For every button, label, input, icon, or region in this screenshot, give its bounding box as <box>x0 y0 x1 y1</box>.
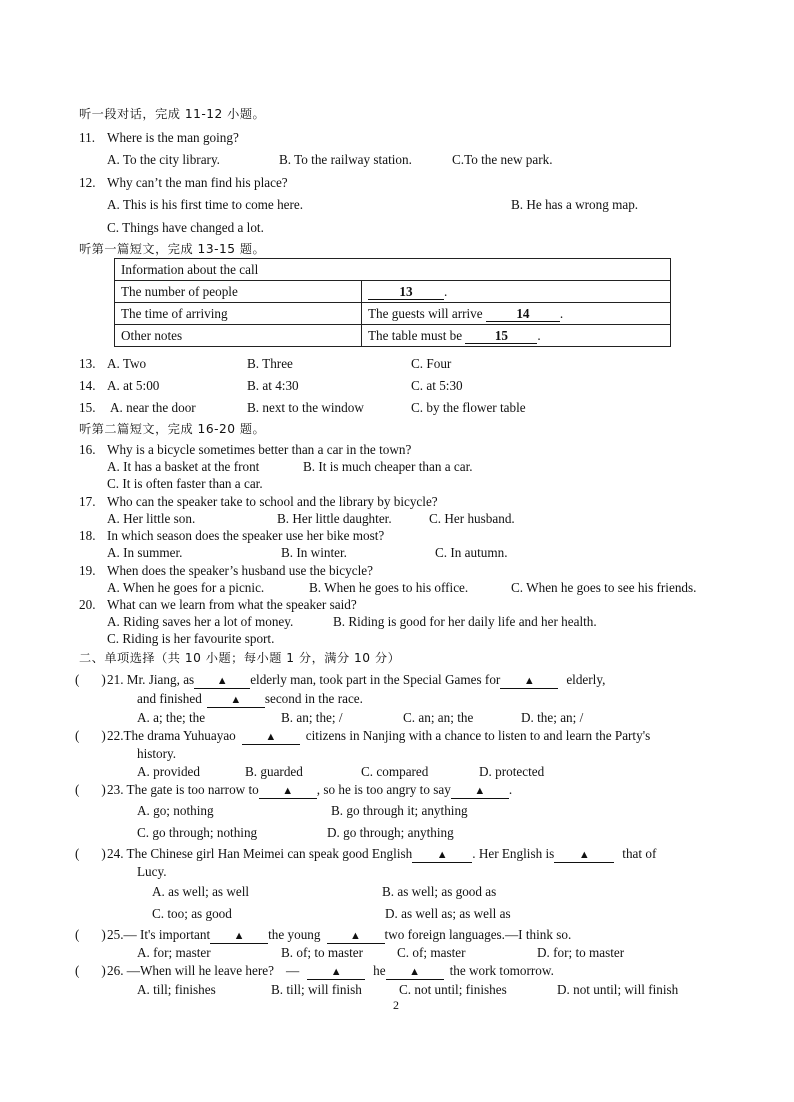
q17-option-c: C. Her husband. <box>429 511 515 526</box>
q21-text: 21. Mr. Jiang, as <box>107 672 195 687</box>
q20-option-c: C. Riding is her favourite sport. <box>107 631 275 646</box>
table-row-label: The number of people <box>115 281 362 303</box>
q25-option-c: C. of; master <box>397 945 466 960</box>
q22-answer-paren <box>75 727 106 744</box>
q13-option-a: A. Two <box>107 356 147 371</box>
q25-stem <box>107 926 571 944</box>
section-intro-passage-1: 听第一篇短文，完成 13-15 题。 <box>79 242 266 256</box>
paren-right: ) <box>101 846 106 861</box>
q18-option-c: C. In autumn. <box>435 545 508 560</box>
q22-text: citizens in Nanjing with a chance to listen to and learn the Party's <box>305 728 651 743</box>
q25-option-b: B. of; to master <box>281 945 364 960</box>
q26-blank-1: ▲ <box>307 965 365 980</box>
q16-option-a: A. It has a basket at the front <box>107 459 260 474</box>
q17-option-b: B. Her little daughter. <box>277 511 392 526</box>
paren-right: ) <box>101 963 106 978</box>
q26-option-c: C. not until; finishes <box>399 982 507 997</box>
q25-text: two foreign languages.—I think so. <box>384 927 572 942</box>
section-intro-passage-2: 听第二篇短文，完成 16-20 题。 <box>79 422 266 436</box>
q11-option-c: C.To the new park. <box>452 152 553 167</box>
q21-option-c: C. an; an; the <box>403 710 474 725</box>
q21-option-d: D. the; an; / <box>521 710 584 725</box>
q25-text: the young <box>268 927 321 942</box>
q23-option-b: B. go through it; anything <box>331 803 468 818</box>
q19-number: 19. <box>79 563 96 578</box>
q25-option-a: A. for; master <box>137 945 211 960</box>
q22-text: 22.The drama Yuhuayao <box>107 728 236 743</box>
q25-answer-paren <box>75 926 106 943</box>
paren-left: ( <box>75 672 80 687</box>
q12-stem: Why can’t the man find his place? <box>107 175 288 190</box>
table-row-value <box>362 303 671 325</box>
paren-right: ) <box>101 927 106 942</box>
q25-option-d: D. for; to master <box>537 945 625 960</box>
q26-text: he <box>373 963 386 978</box>
q20-option-b: B. Riding is good for her daily life and her health. <box>333 614 597 629</box>
section-intro-dialogue: 听一段对话，完成 11-12 小题。 <box>79 107 266 121</box>
q21-answer-paren <box>75 671 106 688</box>
q18-option-b: B. In winter. <box>281 545 347 560</box>
table-header-row <box>115 259 671 281</box>
q24-blank-2: ▲ <box>554 848 614 863</box>
answer-blank-15: 15 <box>465 329 537 344</box>
q15-option-a: A. near the door <box>110 400 196 415</box>
q18-number: 18. <box>79 528 96 543</box>
q21-stem-line2 <box>137 690 363 708</box>
paren-left: ( <box>75 782 80 797</box>
q17-number: 17. <box>79 494 96 509</box>
q21-text: elderly man, took part in the Special Games for <box>250 672 501 687</box>
q16-stem: Why is a bicycle sometimes better than a car in the town? <box>107 442 412 457</box>
q12-option-c: C. Things have changed a lot. <box>107 220 264 235</box>
table-header-cell: Information about the call <box>115 259 671 281</box>
q22-stem-line2: history. <box>137 746 177 761</box>
q25-blank-2: ▲ <box>327 929 385 944</box>
q22-stem-line1 <box>107 727 650 745</box>
answer-blank-13: 13 <box>368 285 444 300</box>
q23-stem <box>107 781 512 799</box>
q13-option-c: C. Four <box>411 356 452 371</box>
q12-option-a: A. This is his first time to come here. <box>107 197 304 212</box>
q23-text: 23. The gate is too narrow to <box>107 782 259 797</box>
q26-text: 26. —When will he leave here? <box>107 963 274 978</box>
q24-blank-1: ▲ <box>412 848 472 863</box>
q19-stem: When does the speaker’s husband use the bicycle? <box>107 563 373 578</box>
q23-text: , so he is too angry to say <box>316 782 451 797</box>
q14-option-a: A. at 5:00 <box>107 378 160 393</box>
q21-text: second in the race. <box>264 691 363 706</box>
q11-stem: Where is the man going? <box>107 130 239 145</box>
table-row <box>115 325 671 347</box>
q14-number: 14. <box>79 378 96 393</box>
q16-option-b: B. It is much cheaper than a car. <box>303 459 473 474</box>
q24-option-b: B. as well; as good as <box>382 884 497 899</box>
q17-stem: Who can the speaker take to school and the library by bicycle? <box>107 494 438 509</box>
q21-stem-line1 <box>107 671 605 689</box>
q19-option-a: A. When he goes for a picnic. <box>107 580 265 595</box>
q20-option-a: A. Riding saves her a lot of money. <box>107 614 294 629</box>
q13-option-b: B. Three <box>247 356 293 371</box>
q11-number: 11. <box>79 130 95 145</box>
q22-option-d: D. protected <box>479 764 545 779</box>
q15-number: 15. <box>79 400 96 415</box>
row-suffix: . <box>559 305 564 321</box>
page-number: 2 <box>393 998 399 1012</box>
q24-text: . Her English is <box>472 846 555 861</box>
paren-left: ( <box>75 728 80 743</box>
row-prefix: The table must be <box>368 327 463 343</box>
q26-option-b: B. till; will finish <box>271 982 362 997</box>
q16-option-c: C. It is often faster than a car. <box>107 476 263 491</box>
row-prefix: The guests will arrive <box>368 305 483 321</box>
q11-option-a: A. To the city library. <box>107 152 220 167</box>
q17-option-a: A. Her little son. <box>107 511 196 526</box>
q24-text: that of <box>622 846 657 861</box>
q14-option-b: B. at 4:30 <box>247 378 299 393</box>
q26-text: the work tomorrow. <box>449 963 554 978</box>
q24-option-c: C. too; as good <box>152 906 232 921</box>
q11-option-b: B. To the railway station. <box>279 152 412 167</box>
q19-option-b: B. When he goes to his office. <box>309 580 469 595</box>
table-row-value <box>362 281 671 303</box>
q24-option-a: A. as well; as well <box>152 884 250 899</box>
q21-text: elderly, <box>566 672 606 687</box>
q20-number: 20. <box>79 597 96 612</box>
table-row-value <box>362 325 671 347</box>
q26-option-d: D. not until; will finish <box>557 982 679 997</box>
q13-number: 13. <box>79 356 96 371</box>
paren-left: ( <box>75 846 80 861</box>
row-suffix: . <box>444 283 448 299</box>
q23-blank-2: ▲ <box>451 784 509 799</box>
q22-option-b: B. guarded <box>245 764 303 779</box>
q24-stem-line1 <box>107 845 656 863</box>
table-row-label: The time of arriving <box>115 303 362 325</box>
q24-answer-paren <box>75 845 106 862</box>
call-info-table <box>114 258 671 347</box>
q23-option-d: D. go through; anything <box>327 825 454 840</box>
q21-option-b: B. an; the; / <box>281 710 343 725</box>
q26-stem <box>107 962 554 980</box>
q20-stem: What can we learn from what the speaker said? <box>107 597 357 612</box>
q23-blank-1: ▲ <box>259 784 317 799</box>
paren-right: ) <box>101 672 106 687</box>
q23-option-a: A. go; nothing <box>137 803 214 818</box>
q15-option-c: C. by the flower table <box>411 400 526 415</box>
q16-number: 16. <box>79 442 96 457</box>
q23-answer-paren <box>75 781 106 798</box>
q26-option-a: A. till; finishes <box>137 982 216 997</box>
q23-text: . <box>508 782 513 797</box>
paren-left: ( <box>75 963 80 978</box>
q18-stem: In which season does the speaker use her bike most? <box>107 528 385 543</box>
q12-option-b: B. He has a wrong map. <box>511 197 639 212</box>
q21-blank-1: ▲ <box>194 674 250 689</box>
q21-blank-2: ▲ <box>500 674 558 689</box>
q25-blank-1: ▲ <box>210 929 268 944</box>
q24-option-d: D. as well as; as well as <box>385 906 511 921</box>
q22-option-a: A. provided <box>137 764 200 779</box>
paren-left: ( <box>75 927 80 942</box>
q24-stem-line2: Lucy. <box>137 864 167 879</box>
q25-text: 25.— It's important <box>107 927 211 942</box>
table-row <box>115 281 671 303</box>
paren-right: ) <box>101 728 106 743</box>
q12-number: 12. <box>79 175 96 190</box>
q24-text: 24. The Chinese girl Han Meimei can speak good English <box>107 846 413 861</box>
table-row <box>115 303 671 325</box>
q23-option-c: C. go through; nothing <box>137 825 258 840</box>
q22-blank-1: ▲ <box>242 730 300 745</box>
q21-option-a: A. a; the; the <box>137 710 206 725</box>
q19-option-c: C. When he goes to see his friends. <box>511 580 697 595</box>
q21-text: and finished <box>137 691 202 706</box>
q26-text: — <box>285 963 300 978</box>
paren-right: ) <box>101 782 106 797</box>
section-2-title: 二、单项选择（共 10 小题；每小题 1 分，满分 10 分） <box>79 651 401 665</box>
q26-answer-paren <box>75 962 106 979</box>
answer-blank-14: 14 <box>486 307 560 322</box>
row-suffix: . <box>537 327 541 343</box>
q14-option-c: C. at 5:30 <box>411 378 463 393</box>
table-row-label: Other notes <box>115 325 362 347</box>
q18-option-a: A. In summer. <box>107 545 183 560</box>
q15-option-b: B. next to the window <box>247 400 364 415</box>
q26-blank-2: ▲ <box>386 965 444 980</box>
q22-option-c: C. compared <box>361 764 429 779</box>
q21-blank-3: ▲ <box>207 693 265 708</box>
